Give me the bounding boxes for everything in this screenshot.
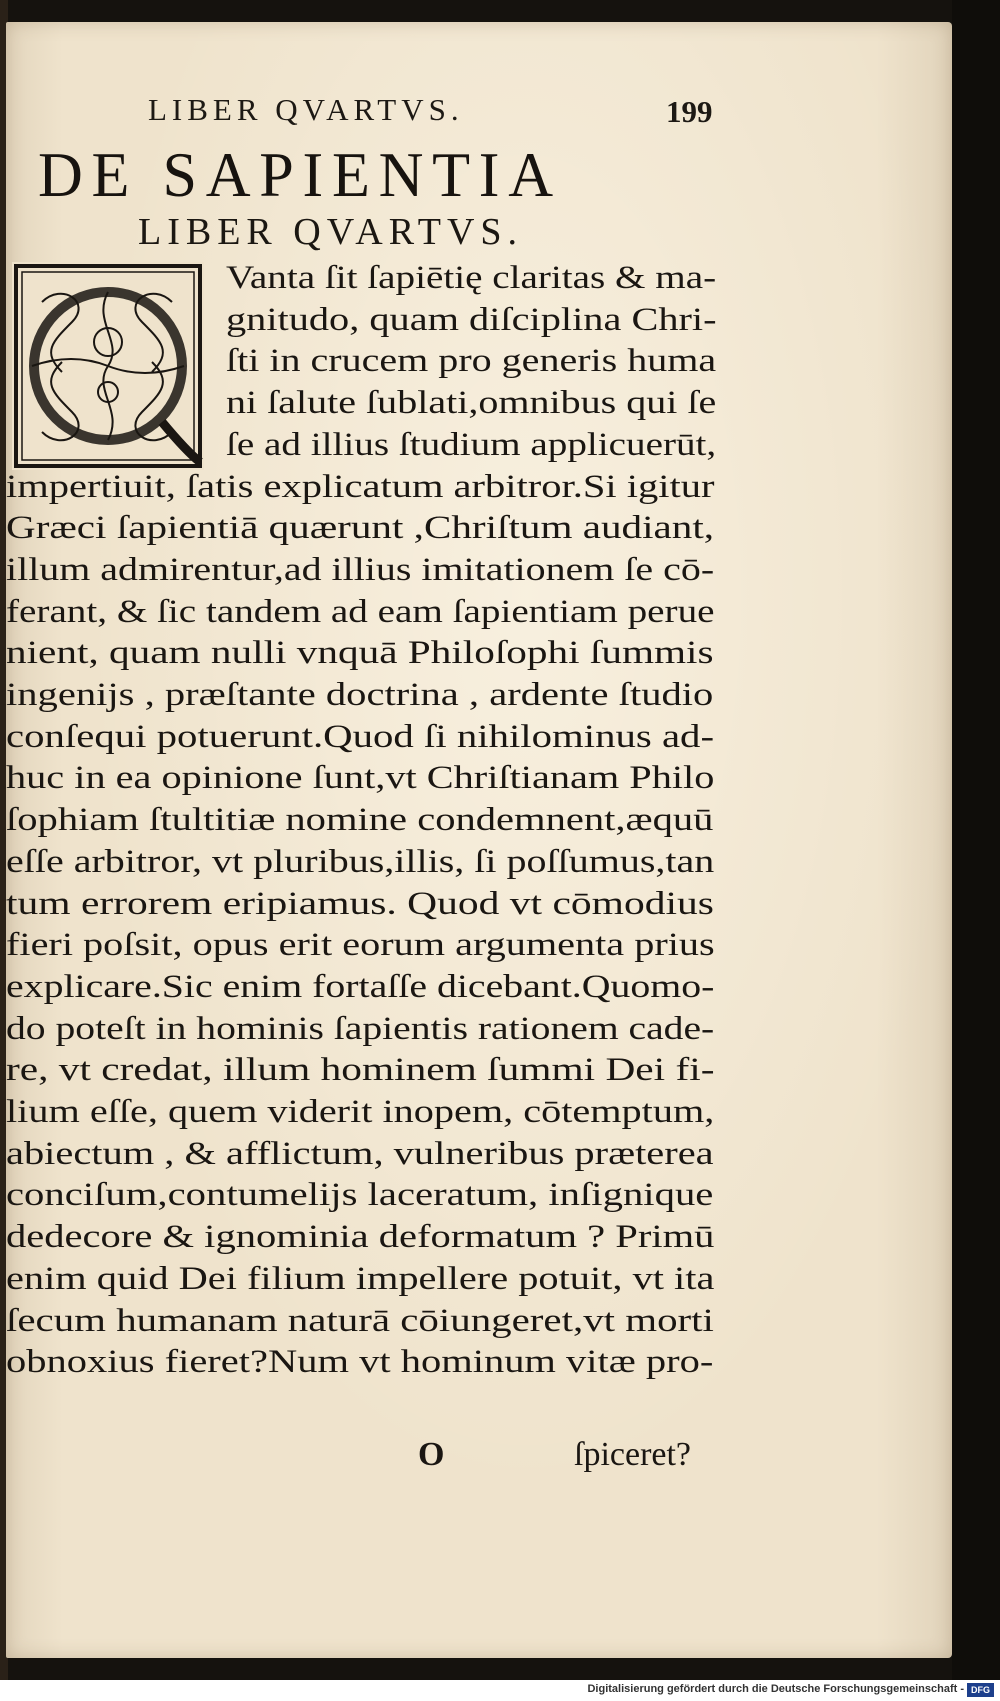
decorated-initial (12, 262, 204, 470)
text-line: impertiuit, ſatis explicatum arbitror.Si igitur (6, 468, 715, 505)
text-line: nient, quam nulli vnquā Philoſophi ſummis (6, 635, 714, 672)
text-line: Vanta ſit ſapiētię claritas & ma- (226, 260, 717, 296)
text-line: fieri poſsit, opus erit eorum argumenta prius (6, 927, 715, 964)
woodcut-initial-illustration (12, 262, 204, 470)
chapter-subtitle: LIBER QVARTVS. (138, 211, 524, 253)
text-line: ſti in crucem pro generis huma (226, 343, 717, 380)
scan-background-right (952, 0, 1000, 1680)
text-line: ſecum humanam naturā cōiungeret,vt morti (6, 1302, 714, 1339)
text-line: explicare.Sic enim fortaſſe dicebant.Quomo- (6, 968, 715, 1005)
footer-credit: Digitalisierung gefördert durch die Deutsche Forschungsgemeinschaft - (587, 1683, 964, 1695)
dfg-logo: DFG (967, 1683, 994, 1697)
text-line: tum errorem eripiamus. Quod vt cōmodius (6, 885, 714, 922)
text-line: conſequi potuerunt.Quod ſi nihilominus ad- (6, 718, 715, 755)
text-line: lium eſſe, quem viderit inopem, cōtemptum, (6, 1094, 715, 1130)
catchword: ſpiceret? (574, 1436, 692, 1473)
text-line: conciſum,contumelijs laceratum, inſignique (6, 1177, 714, 1214)
text-line: re, vt credat, illum hominem ſummi Dei fi- (6, 1052, 715, 1089)
footer-bar (0, 1680, 1000, 1701)
text-line: ingenijs , præſtante doctrina , ardente ſtudio (6, 677, 714, 713)
text-line: ſophiam ſtultitiæ nomine condemnent,æquū (6, 802, 714, 839)
text-line: ſe ad illius ſtudium applicuerūt, (226, 426, 717, 463)
page-number: 199 (666, 94, 713, 129)
text-line: abiectum , & afflictum, vulneribus præterea (6, 1135, 714, 1172)
chapter-title: DE SAPIENTIA (38, 139, 562, 210)
text-line: dedecore & ignominia deformatum ? Primū (6, 1219, 715, 1256)
text-line: illum admirentur,ad illius imitationem ſe cō- (6, 551, 715, 588)
text-line: gnitudo, quam diſciplina Chri- (226, 301, 717, 338)
text-line: eſſe arbitror, vt pluribus,illis, ſi poſſumus,tan (6, 843, 715, 880)
text-line: ferant, & ſic tandem ad eam ſapientiam perue (6, 593, 715, 630)
text-line: enim quid Dei filium impellere potuit, vt ita (6, 1260, 715, 1297)
running-head: LIBER QVARTVS. (148, 92, 464, 127)
text-line: huc in ea opinione ſunt,vt Chriſtianam Philo (6, 760, 715, 797)
text-line: Græci ſapientiā quærunt ,Chriſtum audiant, (6, 510, 715, 547)
text-line: ni ſalute ſublati,omnibus qui ſe (226, 385, 717, 422)
text-line: obnoxius fieret?Num vt hominum vitæ pro- (6, 1344, 714, 1381)
text-line: do poteſt in hominis ſapientis rationem cade- (6, 1010, 715, 1047)
signature-mark: O (418, 1436, 445, 1473)
